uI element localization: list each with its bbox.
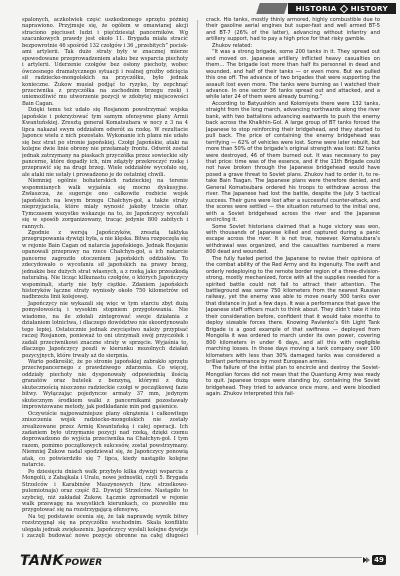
paragraph: spalonych, aczkolwiek część uszkodzonego sprzętu później naprawiono. Przyjmuje się, że ogółem w omawianej akcji straciono pięciuset ludzi i pięćdziesiąt pancerników. Wg szacunkowych prawdy jest około 11. Brygada miała stracić bezpowrotnie 46 spośród 132 czołgów i 36 „przebitych” pociskami artylerii. Tak duże straty były w znacznej mierze spowodowane przeprowadzeniem ataku bez wsparcia piechoty i artylerii. Uderzenie czołgów bez osłony piechoty, wobec ówczesnego dramatycznego sytuacji i realnej groźby odcięcia sił radziecko-mongolskich na przyczółku, było jednak konieczne. Żukow musiał podjąć to ryzyko, by zepchnąć przeciwnika z przyczółka na zachodnim brzegu rzeki i uniemożliwić mu utworzenie pozycji w zdobytej miejscowości Bain Cagan.	[22, 17, 188, 107]
paragraph: crack. His tanks, mostly thinly armored, highly combustible due to their gasoline aerial engines but super-fast and well armed BT-5 and BT-7 (26% of the latter), advancing without infantry and artillery support, had to pay a high price for that risky gamble.	[206, 17, 380, 43]
paragraph: The failure of the initial plan to encircle and destroy the Soviet-Mongolian forces did not mean that the Quantung Army was ready to quit. Japanese troops were standing by, containing the Soviet bridgehead. They tried to advance once more, and were bloodied again. Zhukov interpreted this fail-	[206, 365, 380, 398]
page-turn-icon	[362, 556, 370, 564]
paragraph: Warto podkreślić, że po stronie japońskiej zabrakło sprzętu przeciwpancernego z prawdziwego zdarzenia. Co więcej, oddziały piechoty nie dysponowały odpowiednią ilością granatów oraz butelek z benzyną, którymi z dużą skutecznością niszczono radzieckie czołgi w początkowej fazie bitwy. Wyłączając pojedyncze armaty 37 mm, jedynym skutecznym środkiem walki z pancernikami pozostawały improwizowane metody, jak podkładanie min pod gąsienice.	[22, 359, 188, 411]
quote-paragraph: “It was a strong brigade, some 200 tanks in it. They spread out and moved on. Japanese artillery inflicted heavy casualties on them… The brigade lost more than half its personnel in dead and wounded, and half of their tanks — or even more. But we pulled this one off. The advance of two brigades that were supporting the assault lost even more. The tanks were burning as I watched their advance. In one sector 36 tanks spread out and attacked, and a while later 24 of them were already burning.”	[206, 49, 380, 101]
paragraph: Niemniej ogólnie bohaterskich radzieckiej na terenie wspomnianych walk wyjaśnia się mocno dyskusyjne. Zwłaszcza, że sugeruje ono całkowite rozbicie wojsk japońskich na lewym brzegu Chałchyn-goł, a także straty nieprzyjaciela, które miały wynosić jakoby trzecie ofiar. Tymczasem wszystko wskazuje na to, że Japończycy wycofali się w sposób zorganizowany, tracąc jedynie 800 zabitych i rannych.	[22, 178, 188, 230]
page-number: 49	[372, 555, 386, 565]
paragraph: According to Batyushkin and Kolomiyets there were 132 tanks, straight from the long march, advancing northwards along the river bank, with two battalions advancing eastwards to push the enemy back across the Khalkhin-Gol. A large group of BT tanks forced the Japanese to stop reinforcing their bridgehead, and they started to pull back. The price of containing the enemy bridgehead was terrifying — 62% of vehicles were lost. Some were later rebuilt, but more than 50% of the brigade’s original strength was lost: 82 tanks were destroyed, 46 of them burned out. It was necessary to pay that price: time was of the essence, and if the 11th Brigade could not have broken through the Japanese bridgehead would have posed a grave threat to Soviet plans. Zhukov had to order it, to re-take Bain Tsagan. The Japanese plans were therefore denied, and General Komatsubara ordered his troops to withdraw across the river. The Japanese had lost the battle, despite the July 3 tactical success. Their guns were lost after a successful counter-attack, and the scores were settled — the situation returned to the initial one, with a Soviet bridgehead across the river and the Japanese encircling it.	[206, 100, 380, 224]
section-label	[288, 3, 396, 14]
magazine-logo	[20, 551, 102, 568]
paragraph: Japończycy nie wykazali się więc w tym starciu zbyt dużą pomysłowością i wysokim stopniem przygotowania. Nie wiadomo, na ile zdołali zintegrować swoje działania z działaniem lotnictwa, i dlaczego dowództwo nie skoordynowało tego lepiej. Ostatecznie jednak zwycięstwo należy przypisać raczej Rosjanom, ponieważ to oni utrzymali swój przyczółek i zadali przeciwnikowi znaczne straty w sprzęcie. Wyjaśnia to, dlaczego Japończycy poszli w kierunku mozolnych działań pozycyjnych, które trwały aż do sierpnia.	[22, 300, 188, 359]
english-text-column	[206, 17, 380, 540]
column-divider	[197, 20, 198, 535]
paragraph: Dzięki temu też udało się Rosjanom powstrzymać wojska japońskie i pokrzyżować tym samym ofensywne plany Armii Kwantuńskiej. Zresztą generał Komatsubara w nocy z 3 na 4 lipca nakazał swym oddziałom odwrót za rzekę. W rezultacie Japonce wielu z nich pozostało. Wykonanie ich planu nie udało się bez strat po stronie japońskiej. Czołgi Japońskie, ataki na kolejne dwie linie obrony nie przełamały frontu. Odwrót został jednak zatrzymany na piaskach przyczółka przez sowieckie siły pancerne, które dopadły ich, nim zdążyły przekroczyć rzekę i przeprawić się na drugi brzeg. Wiele oddziałów wycofało się, ale ataki nie ustały i prowadzono je do ostatniej chwili.	[22, 107, 188, 178]
header-stripe	[256, 3, 288, 14]
logo-power: POWER	[64, 558, 103, 568]
paragraph: Some Soviet historians claimed that a huge victory was won, with thousands of Japanese killed and captured during a panic escape across the river. It is not true, however. Komatsubara’s withdrawal was organized, and the casualties numbered a mere 800 dead and wounded.	[206, 223, 380, 256]
paragraph: Zhukov related:	[212, 42, 253, 49]
paragraph: The fully fueled period the Japanese to revise their opinions of the combat ability of the Red Army and its ingenuity. The swift and orderly redeploying to the remote border region of a three-division-strong, mostly mechanized, force with all the supplies needed for a spirited battle could not fail to attract their attention. The battleground was some 750 kilometers from the nearest Russian railway, yet the enemy was able to move nearly 300 tanks over that distance in just a few days. It was a performance that gave the Japanese staff officers much to think about. They didn’t take it into their consideration before, confident that it would take months to deploy sizeable forces there. Knowing Pavlenko’s 6th Light Tank Brigade is a good example of that swiftness — deployed from Mongolia it was ordered to march under its own power, covering 800 kilometers in under 6 days, and all this with negligible marching losses. In those days moving a tank company over 100 kilometers with less than 30% damaged tanks was considered a brilliant performance by most European armies.	[206, 255, 380, 366]
section-label-english: HISTORY	[350, 4, 388, 13]
diamond-icon	[339, 4, 347, 12]
section-header	[258, 3, 396, 14]
paragraph: Po dziesięciu dniach walk przybyło kilka dywizji wsparcia z Mongolii, z Zabajkala i Uralu, nowe jednostki, czyli 5. Brygada Strzelców i Karabinów Maszynowych (tzw. strzelkowo-pulemiotnaja) oraz część 82. Dywizji Strzelców. Nastąpiło to szybciej, niż zakładał Żukow. Łącznie zgromadził w rejonie walk przewagę na wszystkich kierunkach, co pozwoliło mu przygotować się na rozstrzygającą ofensywę.	[22, 468, 188, 514]
paragraph: Zgodnie z wersją Japończyków, zresztą taktyka przegrupowania dywizji była, a nie klęska. Bitwa rozpoczęła się w rejonie Bain Cagan od natarcia japońskiego. Jednak Rosjanie opanowali przeprawy na rzece Chałchyn-goł, a ich natarcie pancerne zagroziło otoczeniem japońskich oddziałów. To zdecydowało o wycofaniu sił japońskich na prawy brzeg, jednakże bez dużych strat własnych, a z rzeką jako przeszkodą naturalną. Nie licząc kilkunastu czołgów, o których Japończycy wspominali, starty nie były ciężkie. Zdaniem japońskich historyków łączne straty wyniosły około 750 kilometrów od nadbrzeża linii kolejowej.	[22, 229, 188, 301]
section-label-polish: HISTORIA	[295, 4, 337, 13]
polish-text-column	[22, 17, 188, 540]
logo-tank: TANK	[20, 553, 64, 569]
paragraph: Na tej podstawie ocenia się, że tak naprawdę wynik bitwy rozstrzygnął się na przyczółku wschodnim. Skala konfliktu ulegała jednak zwiększeniu. Japończycy wysłali kolejne dywizje i zaczęli budować nowe pozycje obronne na całej długości	[22, 513, 188, 540]
paragraph: Oczywiście najpoważniejsze plany okrążenia i całkowitego zniszczenia wojsk radziecko-mongolskich nie zostały zrealizowane przez Armię Kwantuńską i całej operacji. Ich zadaniem było utrzymanie pozycji nad rzeką, dzięki czemu doprowadzono do wyjścia przeciwnika na Chałchyn-goł. I tym razem, pomimo początkowych sukcesów, został powstrzymany. Niemniej Żukow nadal spodziewał się, że Japończycy ponowią atak, co potwierdziło się 7 lipca, kiedy nastąpiło kolejne natarcie.	[22, 410, 188, 469]
